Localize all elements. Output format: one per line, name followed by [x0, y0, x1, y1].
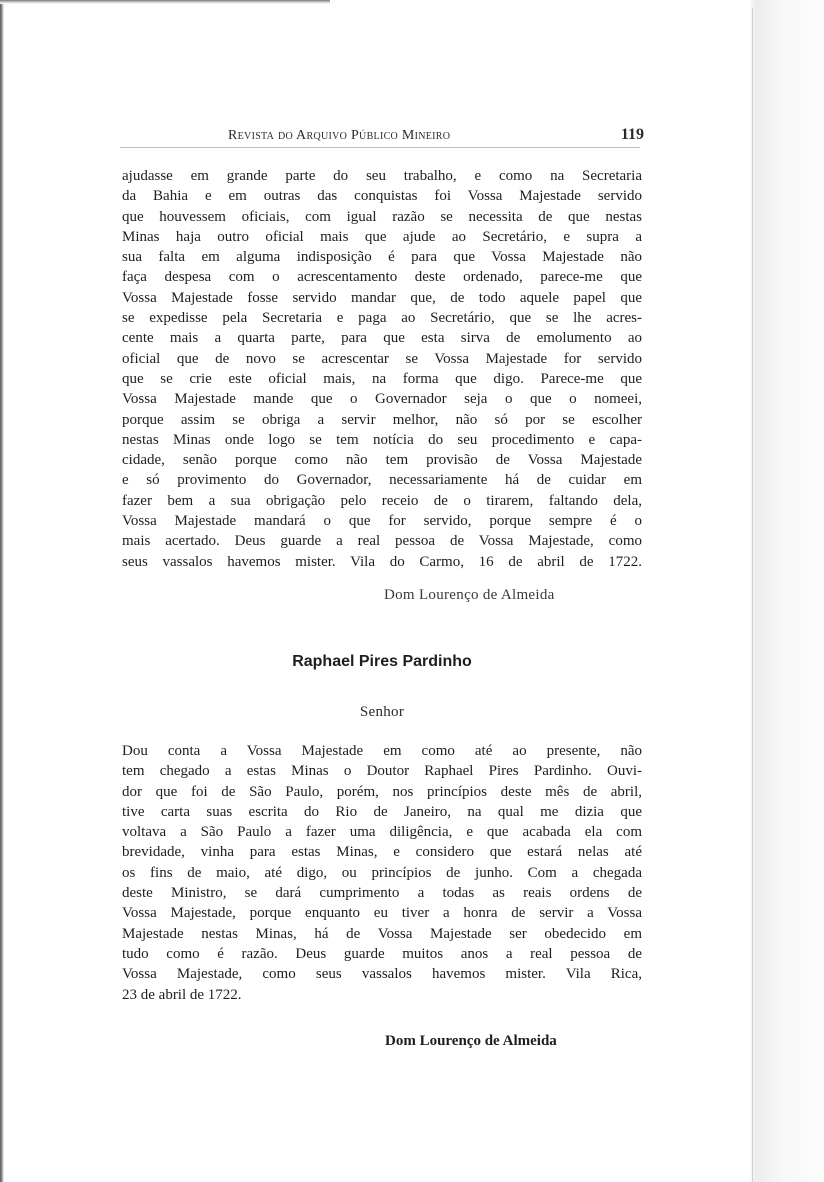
- page-number: 119: [620, 126, 644, 143]
- body-line: sua falta em alguma indisposição é para que Vossa Majestade não: [122, 249, 642, 266]
- body-line: se expedisse pela Secretaria e paga ao Secretário, que se lhe acres-: [122, 310, 642, 327]
- scan-left-edge: [0, 0, 4, 1182]
- body-line: voltava a São Paulo a fazer uma diligência, e que acabada ela com: [122, 824, 642, 841]
- body-line: cente mais a quarta parte, para que esta sirva de emolumento ao: [122, 330, 642, 347]
- body-line: seus vassalos havemos mister. Vila do Carmo, 16 de abril de 1722.: [122, 553, 642, 570]
- body-line: oficial que de novo se acrescentar se Vossa Majestade for servido: [122, 350, 642, 367]
- signature-1: Dom Lourenço de Almeida: [384, 587, 555, 603]
- section-heading: Raphael Pires Pardinho: [292, 653, 472, 670]
- body-line: nestas Minas onde logo se tem notícia do seu procedimento e capa-: [122, 431, 642, 448]
- body-line: Vossa Majestade fosse servido mandar que, de todo aquele papel que: [122, 289, 642, 306]
- body-line: Vossa Majestade, porque enquanto eu tiver a honra de servir a Vossa: [122, 905, 642, 922]
- body-line: da Bahia e em outras das conquistas foi Vossa Majestade servido: [122, 188, 642, 205]
- body-line: Dou conta a Vossa Majestade em como até ao presente, não: [122, 743, 642, 759]
- body-line: 23 de abril de 1722.: [122, 986, 242, 1003]
- letter-body-1: [122, 166, 642, 572]
- body-line: cidade, senão porque como não tem provisão de Vossa Majestade: [122, 452, 642, 469]
- scan-right-edge: [750, 0, 824, 1182]
- header-rule: [120, 147, 640, 148]
- body-line: Minas haja outro oficial mais que ajude ao Secretário, e supra a: [122, 228, 642, 245]
- body-line: deste Ministro, se dará cumprimento a todas as reais ordens de: [122, 885, 642, 902]
- body-line: Vossa Majestade mandará o que for servido, porque sempre é o: [122, 513, 642, 530]
- body-line: os fins de maio, até digo, ou princípios de junho. Com a chegada: [122, 864, 642, 881]
- scan-top-edge: [0, 0, 330, 4]
- body-line: dor que foi de São Paulo, porém, nos princípios deste mês de abril,: [122, 783, 642, 800]
- body-line: faça despesa com o acrescentamento deste ordenado, parece-me que: [122, 269, 642, 286]
- body-line: Vossa Majestade, como seus vassalos havemos mister. Vila Rica,: [122, 966, 642, 983]
- body-line: e só provimento do Governador, necessariamente há de cuidar em: [122, 472, 642, 489]
- salutation: Senhor: [359, 704, 405, 720]
- body-line: tive carta suas escrita do Rio de Janeiro, na qual me dizia que: [122, 803, 642, 820]
- page-header: [228, 126, 644, 148]
- letter-body-2: [122, 741, 642, 1005]
- body-line: Majestade nestas Minas, há de Vossa Majestade ser obedecido em: [122, 925, 642, 942]
- running-title: Revista do Arquivo Público Mineiro: [228, 128, 451, 143]
- body-line: ajudasse em grande parte do seu trabalho, e como na Secretaria: [122, 168, 642, 184]
- body-line: fazer bem a sua obrigação pelo receio de o tirarem, faltando dela,: [122, 492, 642, 509]
- body-line: porque assim se obriga a servir melhor, não só por se escolher: [122, 411, 642, 428]
- body-line: Vossa Majestade mande que o Governador seja o que o nomeei,: [122, 391, 642, 408]
- body-line: tem chegado a estas Minas o Doutor Raphael Pires Pardinho. Ouvi-: [122, 763, 642, 780]
- body-line: tudo como é razão. Deus guarde muitos anos a real pessoa de: [122, 945, 642, 962]
- body-line: que se crie este oficial mais, na forma que digo. Parece-me que: [122, 370, 642, 387]
- body-line: brevidade, vinha para estas Minas, e considero que estará nelas até: [122, 844, 642, 861]
- scan-right-line: [752, 8, 753, 1182]
- body-line: que houvessem oficiais, com igual razão se necessita de que nestas: [122, 208, 642, 225]
- signature-2: Dom Lourenço de Almeida: [385, 1033, 557, 1049]
- body-line: mais acertado. Deus guarde a real pessoa de Vossa Majestade, como: [122, 533, 642, 550]
